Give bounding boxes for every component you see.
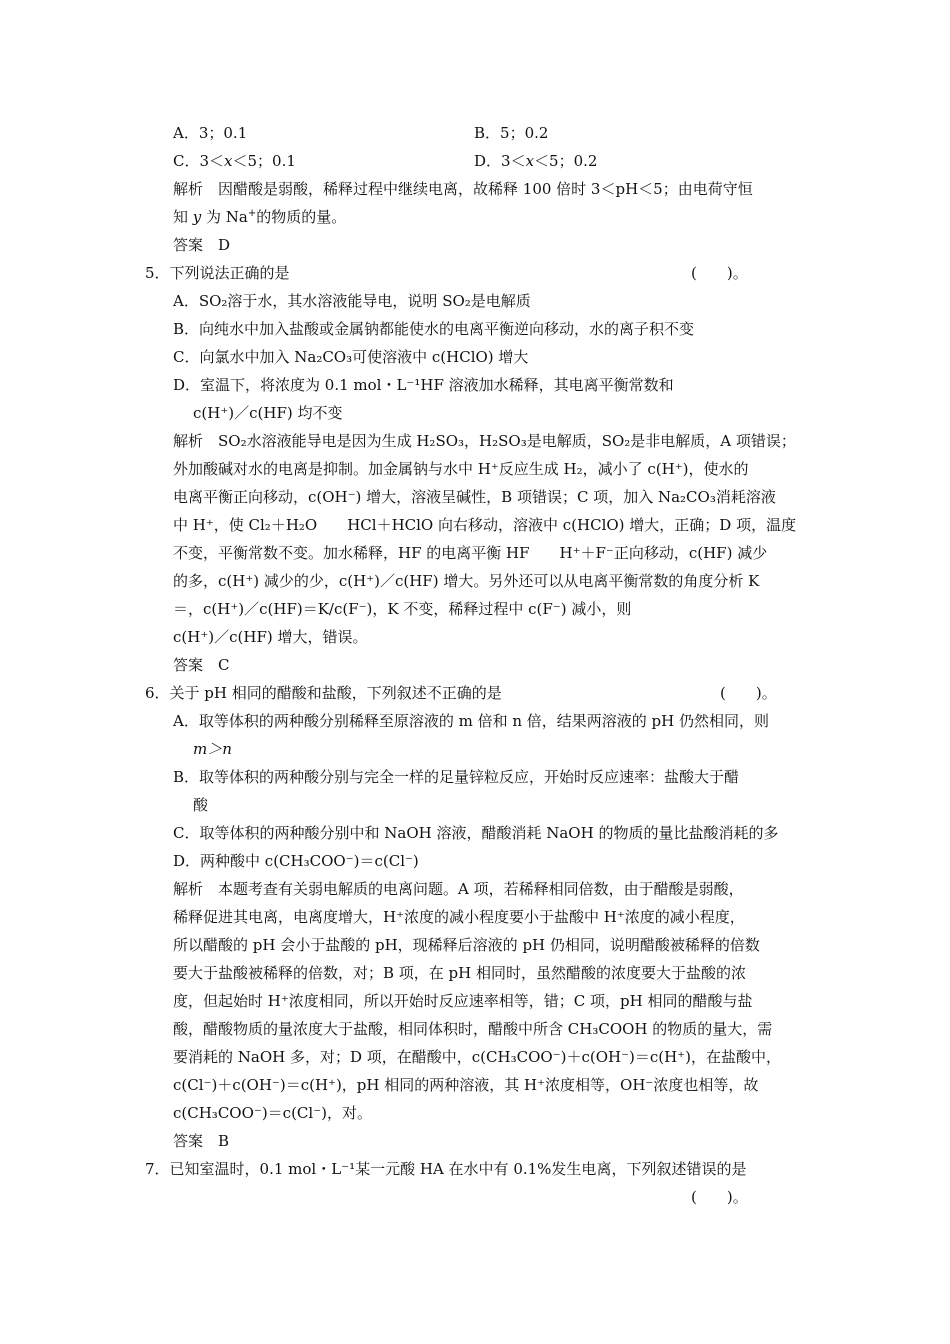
q7-answer-blank: ( )。	[691, 1188, 748, 1206]
q6-option-b: B．取等体积的两种酸分别与完全一样的足量锌粒反应，开始时反应速率：盐酸大于醋	[173, 768, 740, 786]
q6-option-d: D．两种酸中 c(CH₃COO⁻)＝c(Cl⁻)	[173, 852, 419, 870]
q5-option-b: B．向纯水中加入盐酸或金属钠都能使水的电离平衡逆向移动，水的离子积不变	[173, 320, 695, 338]
q6-answer-blank: ( )。	[720, 684, 777, 702]
q5-answer-blank: ( )。	[691, 264, 748, 282]
q5-option-d-cont: c(H⁺)／c(HF) 均不变	[193, 404, 343, 422]
q6-analysis-line: 解析 本题考查有关弱电解质的电离问题。A 项，若稀释相同倍数，由于醋酸是弱酸，	[173, 880, 744, 898]
q5-analysis-line: 不变，平衡常数不变。加水稀释，HF 的电离平衡 HF H⁺＋F⁻正向移动，c(HF) 减少	[173, 544, 768, 562]
q4-analysis-line: 解析 因醋酸是弱酸，稀释过程中继续电离，故稀释 100 倍时 3＜pH＜5；由电荷守恒	[173, 180, 753, 198]
q5-analysis-line: ＝，c(H⁺)／c(HF)＝K/c(F⁻)，K 不变，稀释过程中 c(F⁻) 减小，则	[173, 600, 632, 618]
q6-stem: 6．关于 pH 相同的醋酸和盐酸，下列叙述不正确的是	[145, 684, 502, 702]
q5-analysis-line: 的多，c(H⁺) 减少的少，c(H⁺)／c(HF) 增大。另外还可以从电离平衡常数的角度分析 K	[173, 572, 760, 590]
q6-analysis-line: 酸，醋酸物质的量浓度大于盐酸，相同体积时，醋酸中所含 CH₃COOH 的物质的量大，需	[173, 1020, 773, 1038]
q6-analysis-line: 要消耗的 NaOH 多，对；D 项，在醋酸中，c(CH₃COO⁻)＋c(OH⁻)＝c(H⁺)，在盐酸中，	[173, 1048, 781, 1066]
q6-option-a: A．取等体积的两种酸分别稀释至原溶液的 m 倍和 n 倍，结果两溶液的 pH 仍然相同，则	[173, 712, 770, 730]
q6-analysis-line: 稀释促进其电离，电离度增大，H⁺浓度的减小程度要小于盐酸中 H⁺浓度的减小程度，	[173, 908, 745, 926]
q5-analysis-line: 解析 SO₂水溶液能导电是因为生成 H₂SO₃，H₂SO₃是电解质，SO₂是非电解质，A 项错误；	[173, 432, 796, 450]
q6-option-a-cont: m＞n	[193, 740, 232, 758]
q5-analysis-line: 中 H⁺，使 Cl₂＋H₂O HCl＋HClO 向右移动，溶液中 c(HClO) 增大，正确；D 项，温度	[173, 516, 797, 534]
q5-option-c: C．向氯水中加入 Na₂CO₃可使溶液中 c(HClO) 增大	[173, 348, 529, 366]
q5-analysis-line: 外加酸碱对水的电离是抑制。加金属钠与水中 H⁺反应生成 H₂，减小了 c(H⁺)，使水的	[173, 460, 749, 478]
q6-analysis-line: c(CH₃COO⁻)＝c(Cl⁻)，对。	[173, 1104, 372, 1122]
q6-option-b-cont: 酸	[193, 796, 209, 814]
q4-option-c: C．3＜x＜5；0.1	[173, 152, 296, 170]
q6-answer: 答案 B	[173, 1132, 230, 1150]
q5-analysis-line: 电离平衡正向移动，c(OH⁻) 增大，溶液呈碱性，B 项错误；C 项，加入 Na₂CO₃消耗溶液	[173, 488, 776, 506]
q7-stem: 7．已知室温时，0.1 mol・L⁻¹某一元酸 HA 在水中有 0.1%发生电离，下列叙述错误的是	[145, 1160, 747, 1178]
q4-option-b: B．5；0.2	[474, 124, 549, 142]
q5-analysis-line: c(H⁺)／c(HF) 增大，错误。	[173, 628, 368, 646]
q4-analysis-line: 知 y 为 Na+的物质的量。	[173, 208, 347, 226]
q5-stem: 5．下列说法正确的是	[145, 264, 290, 282]
q4-option-a: A．3；0.1	[173, 124, 248, 142]
q4-option-d: D．3＜x＜5；0.2	[474, 152, 598, 170]
q4-answer: 答案 D	[173, 236, 231, 254]
q6-analysis-line: c(Cl⁻)＋c(OH⁻)＝c(H⁺)，pH 相同的两种溶液，其 H⁺浓度相等，OH⁻浓度也相等，故	[173, 1076, 759, 1094]
q5-option-d: D．室温下，将浓度为 0.1 mol・L⁻¹HF 溶液加水稀释，其电离平衡常数和	[173, 376, 674, 394]
q6-analysis-line: 所以醋酸的 pH 会小于盐酸的 pH，现稀释后溶液的 pH 仍相同，说明醋酸被稀释的倍数	[173, 936, 760, 954]
q5-option-a: A．SO₂溶于水，其水溶液能导电，说明 SO₂是电解质	[173, 292, 531, 310]
q6-analysis-line: 度，但起始时 H⁺浓度相同，所以开始时反应速率相等，错；C 项，pH 相同的醋酸与盐	[173, 992, 753, 1010]
q6-option-c: C．取等体积的两种酸分别中和 NaOH 溶液，醋酸消耗 NaOH 的物质的量比盐酸消耗的多	[173, 824, 779, 842]
q6-analysis-line: 要大于盐酸被稀释的倍数，对；B 项，在 pH 相同时，虽然醋酸的浓度要大于盐酸的浓	[173, 964, 747, 982]
q5-answer: 答案 C	[173, 656, 230, 674]
